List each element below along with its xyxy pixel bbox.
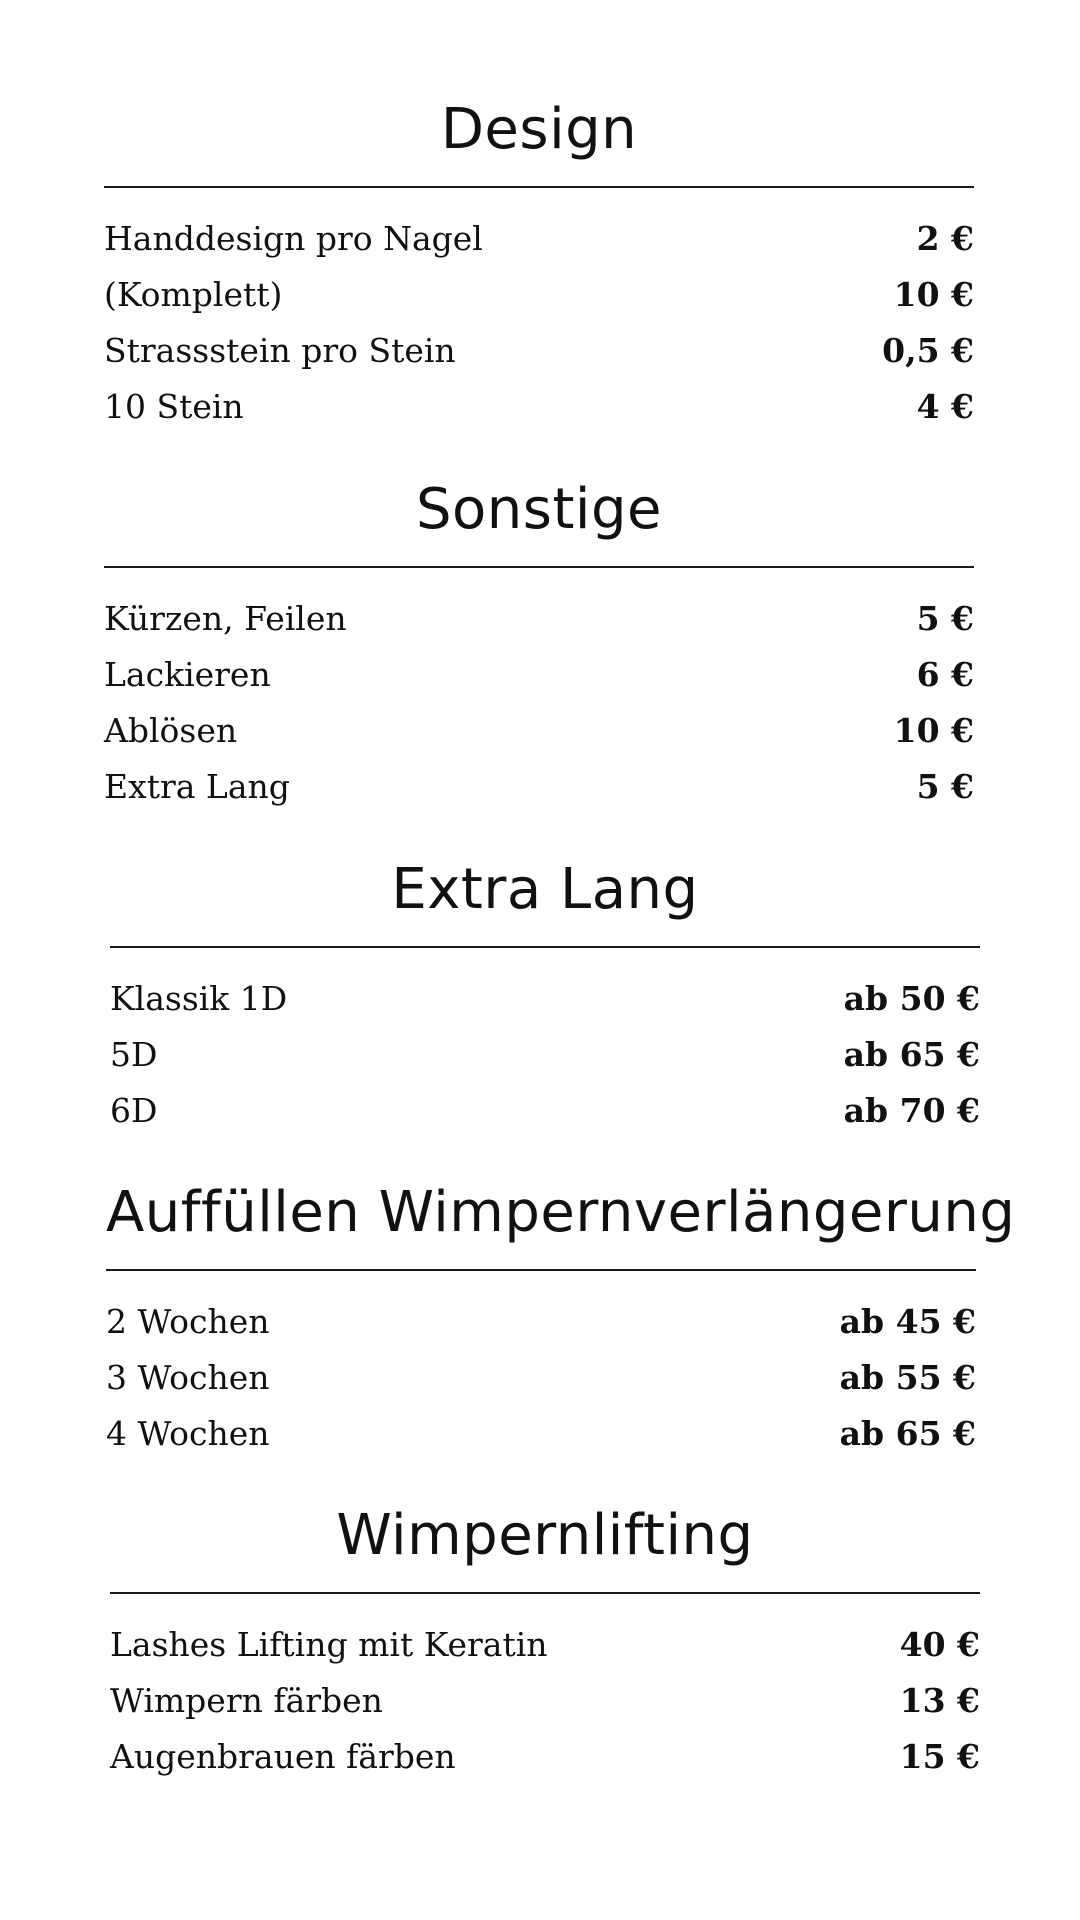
- service-price: ab 45 €: [839, 1301, 976, 1341]
- price-list: [106, 1293, 976, 1461]
- service-name: Ablösen: [104, 710, 238, 750]
- price-row: [110, 1026, 980, 1082]
- section-sonstige: [104, 472, 974, 814]
- service-name: Lackieren: [104, 654, 271, 694]
- price-row: [110, 1616, 980, 1672]
- service-name: 2 Wochen: [106, 1301, 270, 1341]
- price-row: [110, 1728, 980, 1784]
- service-name: (Komplett): [104, 274, 283, 314]
- service-price: 15 €: [899, 1736, 980, 1776]
- divider: [110, 1592, 980, 1594]
- section-title: Sonstige: [416, 477, 662, 542]
- divider: [106, 1269, 976, 1271]
- price-row: [106, 1349, 976, 1405]
- price-row: [104, 210, 974, 266]
- service-name: Klassik 1D: [110, 978, 288, 1018]
- service-name: Augenbrauen färben: [110, 1736, 456, 1776]
- service-price: 0,5 €: [882, 330, 974, 370]
- price-row: [110, 1082, 980, 1138]
- service-price: 40 €: [899, 1624, 980, 1664]
- divider: [110, 946, 980, 948]
- service-name: Strassstein pro Stein: [104, 330, 456, 370]
- section-title: Auffüllen Wimpernverlängerung: [106, 1180, 1016, 1245]
- service-price: 2 €: [916, 218, 974, 258]
- price-row: [104, 646, 974, 702]
- section-title: Wimpernlifting: [336, 1503, 754, 1568]
- section-wimpernlifting: [110, 1498, 980, 1784]
- price-list: [110, 1616, 980, 1784]
- price-list: [110, 970, 980, 1138]
- service-name: Kürzen, Feilen: [104, 598, 347, 638]
- service-price: 5 €: [916, 766, 974, 806]
- service-name: Wimpern färben: [110, 1680, 383, 1720]
- service-name: 5D: [110, 1034, 158, 1074]
- service-price: 13 €: [899, 1680, 980, 1720]
- price-list: [104, 210, 974, 434]
- service-price: 10 €: [893, 710, 974, 750]
- service-price: ab 55 €: [839, 1357, 976, 1397]
- price-row: [104, 702, 974, 758]
- divider: [104, 566, 974, 568]
- service-name: Lashes Lifting mit Keratin: [110, 1624, 548, 1664]
- section-design: [104, 92, 974, 434]
- price-row: [104, 322, 974, 378]
- service-name: 10 Stein: [104, 386, 244, 426]
- service-name: Handdesign pro Nagel: [104, 218, 483, 258]
- service-price: ab 50 €: [843, 978, 980, 1018]
- service-name: 6D: [110, 1090, 158, 1130]
- section-extra-lang: [110, 852, 980, 1138]
- price-row: [106, 1293, 976, 1349]
- price-row: [104, 266, 974, 322]
- service-price: ab 70 €: [843, 1090, 980, 1130]
- price-row: [104, 758, 974, 814]
- section-title: Design: [440, 97, 638, 162]
- divider: [104, 186, 974, 188]
- service-price: ab 65 €: [839, 1413, 976, 1453]
- service-price: ab 65 €: [843, 1034, 980, 1074]
- service-name: 3 Wochen: [106, 1357, 270, 1397]
- service-name: Extra Lang: [104, 766, 290, 806]
- price-list: [104, 590, 974, 814]
- service-price: 10 €: [893, 274, 974, 314]
- service-price: 5 €: [916, 598, 974, 638]
- price-row: [106, 1405, 976, 1461]
- service-price: 6 €: [916, 654, 974, 694]
- price-row: [110, 970, 980, 1026]
- price-row: [104, 590, 974, 646]
- service-price: 4 €: [916, 386, 974, 426]
- section-title: Extra Lang: [391, 857, 699, 922]
- service-name: 4 Wochen: [106, 1413, 270, 1453]
- price-row: [104, 378, 974, 434]
- section-auffuellen: [106, 1175, 1016, 1461]
- price-row: [110, 1672, 980, 1728]
